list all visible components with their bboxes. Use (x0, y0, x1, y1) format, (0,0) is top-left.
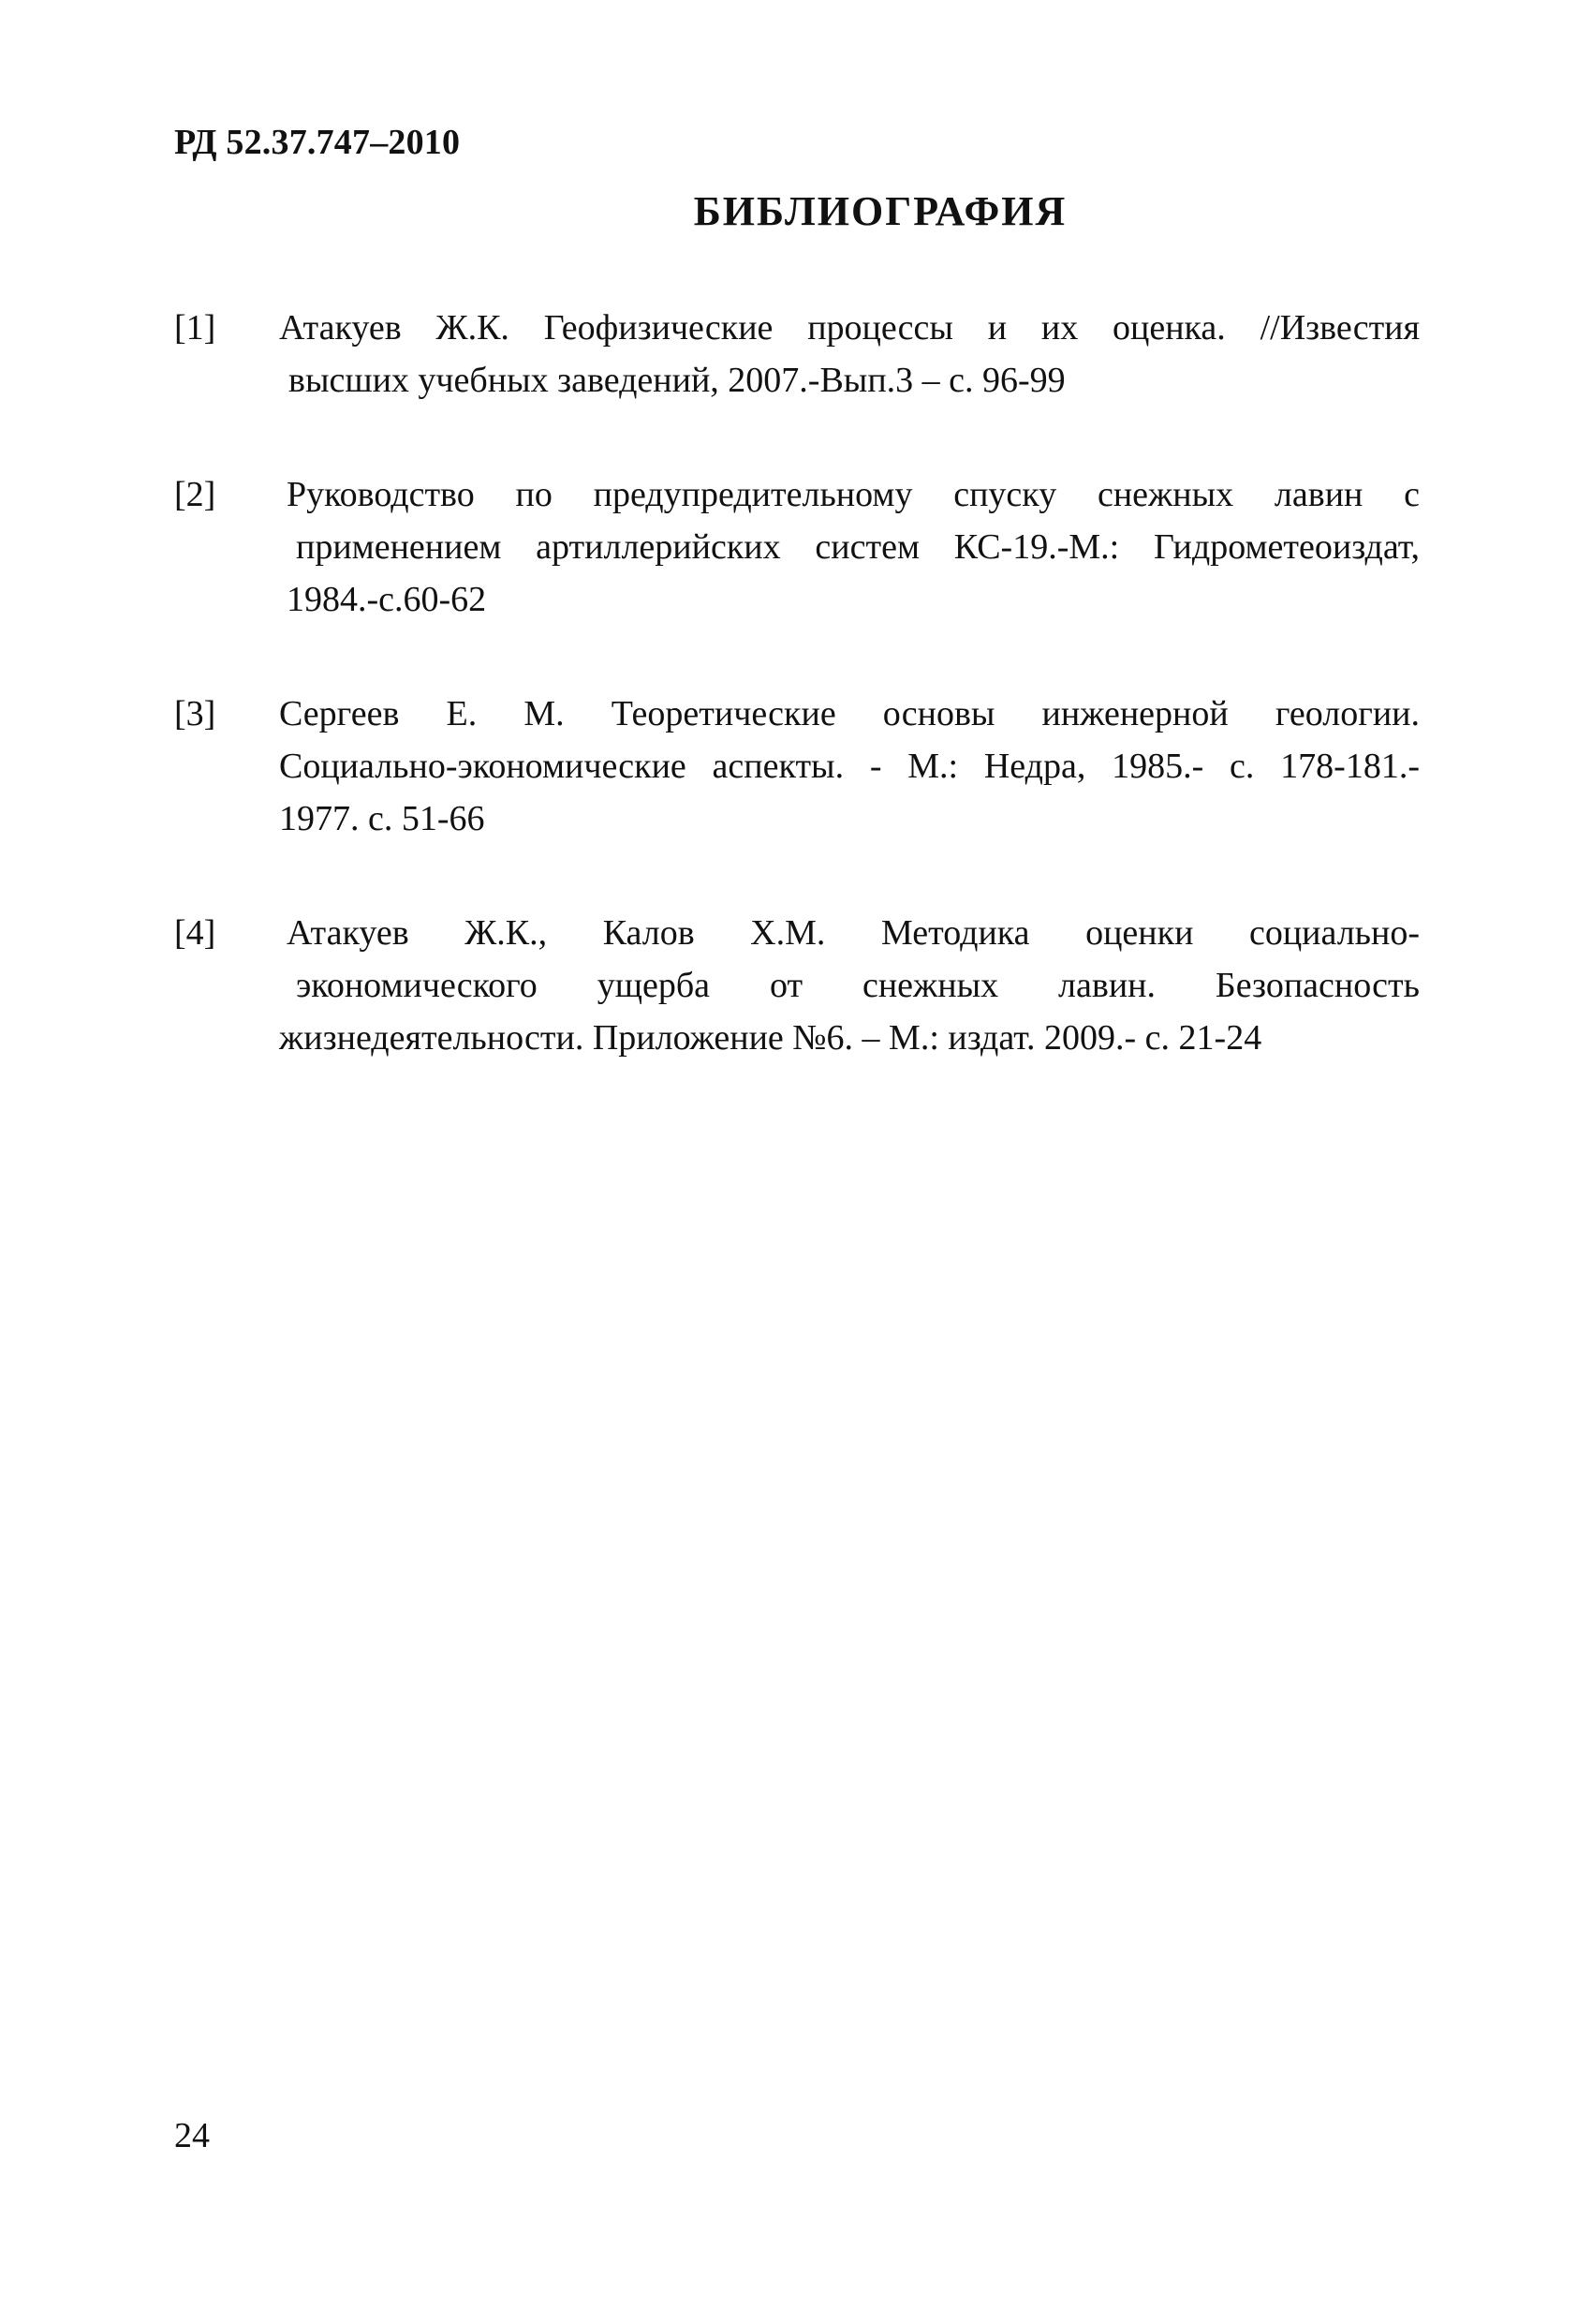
document-code: РД 52.37.747–2010 (174, 123, 461, 162)
reference-text (287, 468, 1420, 626)
reference-number: [4] (174, 913, 216, 953)
reference-number: [1] (174, 308, 216, 348)
reference-line: экономического ущерба от снежных лавин. Безопасность (296, 966, 1420, 1005)
reference-line: Атакуев Ж.К. Геофизические процессы и их оценка. //Известия (279, 308, 1420, 348)
reference-line: применением артиллерийских систем КС-19.-М.: Гидрометеоиздат, (296, 527, 1420, 567)
reference-number: [3] (174, 694, 216, 733)
list-item (174, 907, 1420, 1064)
reference-line: высших учебных заведений, 2007.-Вып.3 – с. 96-99 (288, 361, 1066, 400)
reference-text (279, 907, 1420, 1064)
reference-number: [2] (174, 475, 216, 514)
page-title: БИБЛИОГРАФИЯ (693, 188, 1068, 234)
reference-text (279, 302, 1420, 407)
reference-line: 1984.-с.60-62 (287, 580, 487, 619)
page-number: 24 (174, 2116, 210, 2155)
reference-line: Сергеев Е. М. Теоретические основы инженерной геологии. (279, 694, 1420, 733)
reference-line: Руководство по предупредительному спуску снежных лавин с (287, 475, 1420, 514)
reference-line: Атакуев Ж.К., Калов Х.М. Методика оценки социально- (287, 913, 1420, 953)
list-item (174, 688, 1420, 845)
reference-line: 1977. с. 51-66 (279, 799, 485, 838)
reference-line: Социально-экономические аспекты. - М.: Недра, 1985.- с. 178-181.- (279, 747, 1420, 786)
reference-line: жизнедеятельности. Приложение №6. – М.: издат. 2009.- с. 21-24 (279, 1018, 1262, 1058)
list-item (174, 302, 1420, 407)
bibliography-list (174, 302, 1420, 1126)
reference-text (279, 688, 1420, 845)
list-item (174, 468, 1420, 626)
